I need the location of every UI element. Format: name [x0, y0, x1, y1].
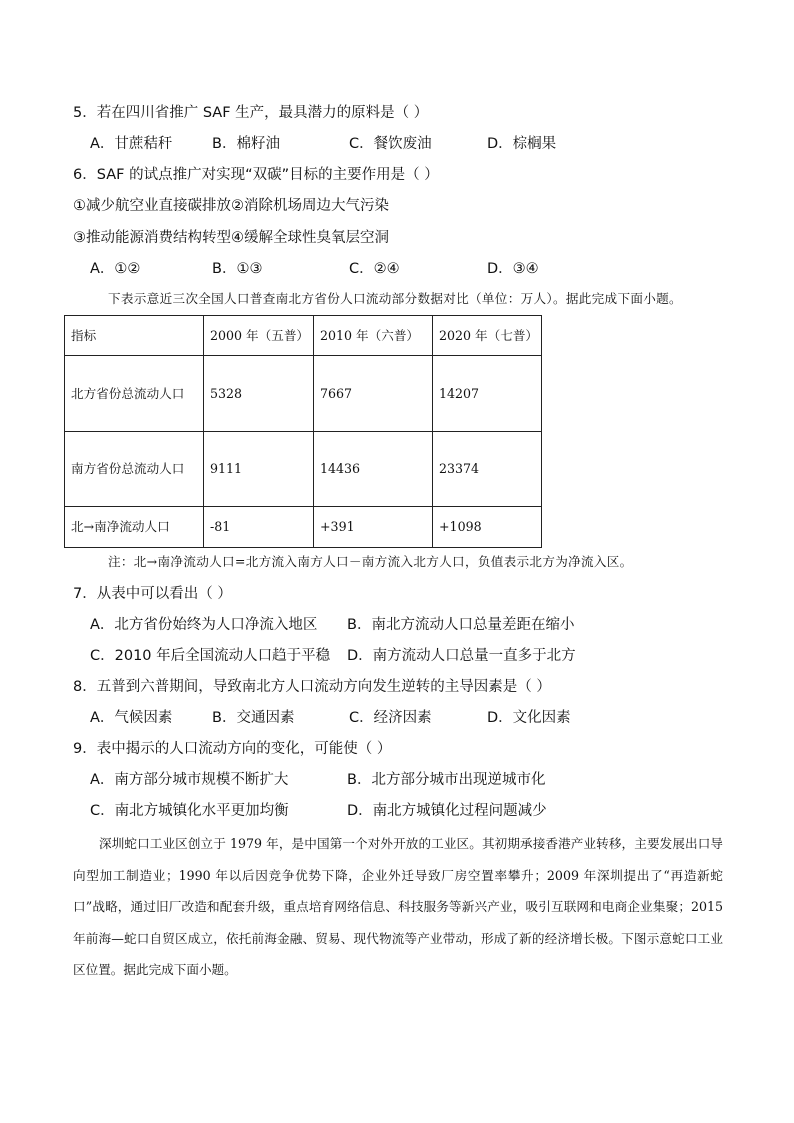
- row-label-north: 北方省份总流动人口: [65, 356, 204, 432]
- q8-option-a: A．气候因素: [90, 710, 173, 726]
- header-cell-2020: 2020 年（七普）: [433, 316, 542, 356]
- q5-option-a: A．甘蔗秸秆: [90, 136, 173, 152]
- cell-net-2000: -81: [204, 507, 314, 548]
- q6-stem: 6．SAF 的试点推广对实现“双碳”目标的主要作用是（ ）: [73, 167, 439, 183]
- q8-option-d: D．文化因素: [487, 710, 571, 726]
- q7-option-a: A．北方省份始终为人口净流入地区: [90, 617, 318, 633]
- table-row: [65, 356, 542, 432]
- q6-items-line2: ③推动能源消费结构转型④缓解全球性臭氧层空洞: [73, 230, 389, 246]
- table-row: [65, 432, 542, 507]
- population-table: [64, 315, 542, 548]
- q7-option-b: B．南北方流动人口总量差距在缩小: [347, 617, 575, 633]
- cell-south-2020: 23374: [433, 432, 542, 507]
- q7-stem: 7．从表中可以看出（ ）: [73, 586, 232, 602]
- q6-option-c: C．②④: [349, 261, 400, 277]
- table-intro: 下表示意近三次全国人口普查南北方省份人口流动部分数据对比（单位：万人）。据此完成下面小题。: [108, 291, 682, 306]
- q9-option-a: A．南方部分城市规模不断扩大: [90, 772, 289, 788]
- table-row: [65, 507, 542, 548]
- q9-option-b: B．北方部分城市出现逆城市化: [347, 772, 546, 788]
- q9-option-c: C．南北方城镇化水平更加均衡: [90, 803, 289, 819]
- cell-south-2000: 9111: [204, 432, 314, 507]
- cell-north-2000: 5328: [204, 356, 314, 432]
- q9-stem: 9．表中揭示的人口流动方向的变化，可能使（ ）: [73, 741, 392, 757]
- q5-option-c: C．餐饮废油: [349, 136, 432, 152]
- q8-option-c: C．经济因素: [349, 710, 432, 726]
- header-cell-indicator: 指标: [65, 316, 204, 356]
- cell-south-2010: 14436: [314, 432, 433, 507]
- q6-option-b: B．①③: [212, 261, 263, 277]
- header-cell-2010: 2010 年（六普）: [314, 316, 433, 356]
- shekou-passage: 深圳蛇口工业区创立于 1979 年，是中国第一个对外开放的工业区。其初期承接香港产业转移，主要发展出口导向型加工制造业；1990 年以后因竞争优势下降，企业外迁导致厂房空置率攀升；2009 年深圳提出了“再造新蛇口”战略，通过旧厂改造和配套升级，重点培育网络信息、科技服务等新兴产业，吸引互联网和电商企业集聚；2015 年前海—蛇口自贸区成立，依托前海金融、贸易、现代物流等产业带动，形成了新的经济增长极。下图示意蛇口工业区位置。据此完成下面小题。: [73, 836, 723, 977]
- q9-option-d: D．南北方城镇化过程问题减少: [347, 803, 547, 819]
- q6-items-line1: ①减少航空业直接碳排放②消除机场周边大气污染: [73, 198, 389, 214]
- cell-net-2020: +1098: [433, 507, 542, 548]
- table-header-row: [65, 316, 542, 356]
- cell-north-2010: 7667: [314, 356, 433, 432]
- row-label-net: 北→南净流动人口: [65, 507, 204, 548]
- cell-north-2020: 14207: [433, 356, 542, 432]
- row-label-south: 南方省份总流动人口: [65, 432, 204, 507]
- q6-option-a: A．①②: [90, 261, 141, 277]
- q7-option-c: C．2010 年后全国流动人口趋于平稳: [90, 648, 331, 664]
- q5-option-d: D．棕榈果: [487, 136, 557, 152]
- q8-stem: 8．五普到六普期间，导致南北方人口流动方向发生逆转的主导因素是（ ）: [73, 679, 551, 695]
- q5-stem: 5．若在四川省推广 SAF 生产，最具潜力的原料是（ ）: [73, 105, 429, 121]
- q6-option-d: D．③④: [487, 261, 539, 277]
- cell-net-2010: +391: [314, 507, 433, 548]
- table-note: 注：北→南净流动人口=北方流入南方人口－南方流入北方人口，负值表示北方为净流入区。: [108, 554, 633, 569]
- q8-option-b: B．交通因素: [212, 710, 295, 726]
- q7-option-d: D．南方流动人口总量一直多于北方: [347, 648, 576, 664]
- header-cell-2000: 2000 年（五普）: [204, 316, 314, 356]
- q5-option-b: B．棉籽油: [212, 136, 280, 152]
